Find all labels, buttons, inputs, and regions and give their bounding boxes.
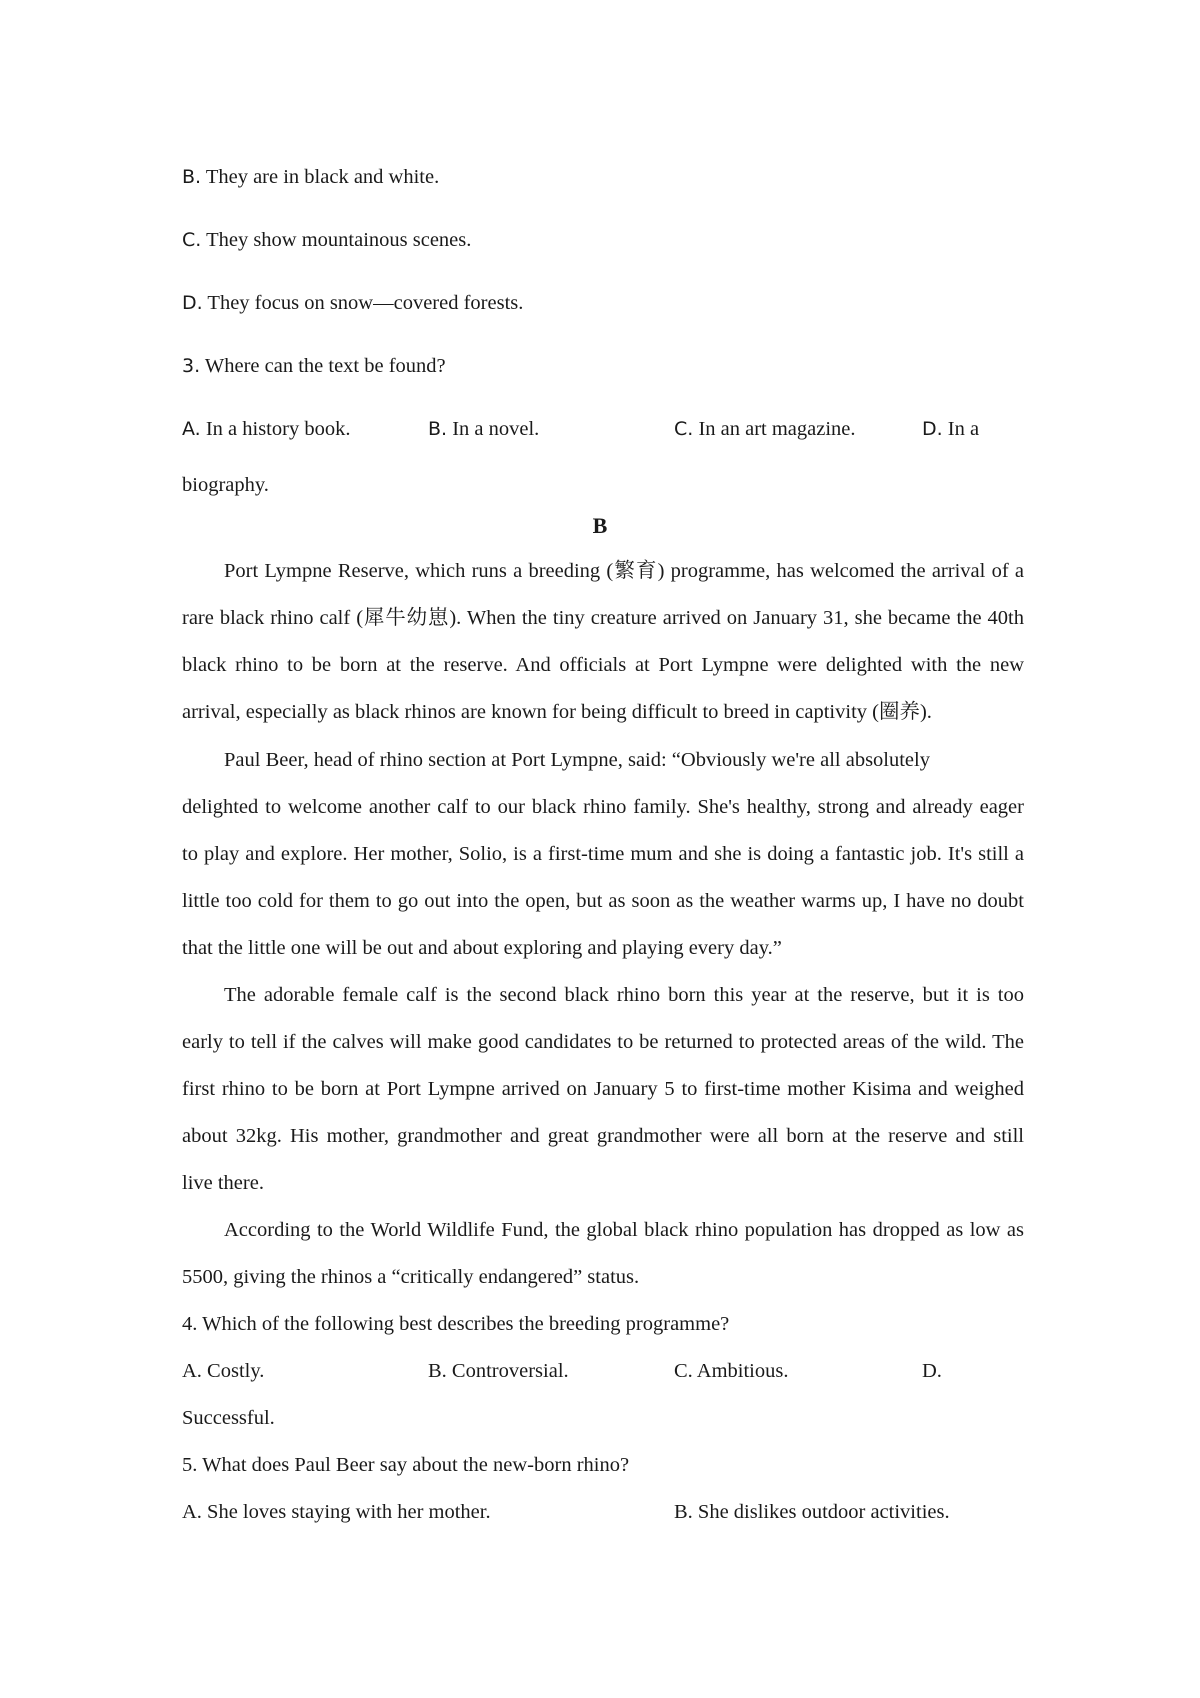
q4-option-c: C. Ambitious. (674, 1360, 789, 1382)
passage-line: According to the World Wildlife Fund, the global black rhino population has dropped as low as (224, 1219, 1024, 1241)
passage-line: early to tell if the calves will make good candidates to be returned to protected areas of the wild. The (182, 1031, 1024, 1053)
option-text: In an art magazine. (693, 418, 856, 440)
q4-option-a: A. Costly. (182, 1360, 265, 1382)
option-letter: D. (182, 292, 203, 314)
q4-question: 4. Which of the following best describes the breeding programme? (182, 1313, 730, 1335)
option-letter: B. (182, 166, 202, 188)
option-text: In a (942, 418, 980, 440)
passage-line: to play and explore. Her mother, Solio, is a first-time mum and she is doing a fantastic job. It's still a (182, 843, 1024, 865)
passage-line: rare black rhino calf (犀牛幼崽). When the tiny creature arrived on January 31, she became the 40th (182, 607, 1024, 629)
option-letter: A. (182, 418, 201, 440)
q3-option-d (922, 415, 979, 443)
option-letter: C. (182, 229, 202, 251)
q5-question: 5. What does Paul Beer say about the new-born rhino? (182, 1454, 630, 1476)
passage-line: that the little one will be out and about exploring and playing every day.” (182, 937, 782, 959)
option-letter: B. (428, 418, 448, 440)
option-text: In a novel. (447, 418, 540, 440)
passage-line: first rhino to be born at Port Lympne arrived on January 5 to first-time mother Kisima and weighed (182, 1078, 1024, 1100)
question-text: Where can the text be found? (200, 355, 446, 377)
q4-option-b: B. Controversial. (428, 1360, 569, 1382)
passage-line: 5500, giving the rhinos a “critically endangered” status. (182, 1266, 640, 1288)
q3-option-continuation: biography. (182, 474, 269, 496)
passage-line: arrival, especially as black rhinos are known for being difficult to breed in captivity (圈养). (182, 701, 932, 723)
option-text: In a history book. (200, 418, 351, 440)
option-text: They are in black and white. (201, 166, 440, 188)
passage-line: Port Lympne Reserve, which runs a breeding (繁育) programme, has welcomed the arrival of a (224, 560, 1024, 582)
question-number: 3. (182, 355, 201, 377)
passage-line: about 32kg. His mother, grandmother and great grandmother were all born at the reserve and still (182, 1125, 1024, 1147)
q3-option-a (182, 415, 350, 443)
q3-question (182, 352, 446, 380)
option-text: They show mountainous scenes. (201, 229, 472, 251)
q2-option-b (182, 163, 439, 191)
passage-line: black rhino to be born at the reserve. And officials at Port Lympne were delighted with the new (182, 654, 1024, 676)
q2-option-d (182, 289, 523, 317)
section-heading: B (592, 513, 608, 538)
q5-option-b: B. She dislikes outdoor activities. (674, 1501, 950, 1523)
option-text: They focus on snow—covered forests. (202, 292, 524, 314)
q3-option-b (428, 415, 539, 443)
option-letter: D. (922, 418, 943, 440)
option-letter: C. (674, 418, 694, 440)
passage-line: delighted to welcome another calf to our black rhino family. She's healthy, strong and already eager (182, 796, 1024, 818)
passage-line: Paul Beer, head of rhino section at Port Lympne, said: “Obviously we're all absolutely (224, 749, 930, 771)
q5-option-a: A. She loves staying with her mother. (182, 1501, 491, 1523)
passage-line: The adorable female calf is the second black rhino born this year at the reserve, but it is too (224, 984, 1024, 1006)
passage-line: little too cold for them to go out into the open, but as soon as the weather warms up, I have no doubt (182, 890, 1024, 912)
passage-line: live there. (182, 1172, 264, 1194)
q2-option-c (182, 226, 471, 254)
q4-option-continuation: Successful. (182, 1407, 275, 1429)
q3-option-c (674, 415, 856, 443)
q4-option-d: D. (922, 1360, 942, 1382)
